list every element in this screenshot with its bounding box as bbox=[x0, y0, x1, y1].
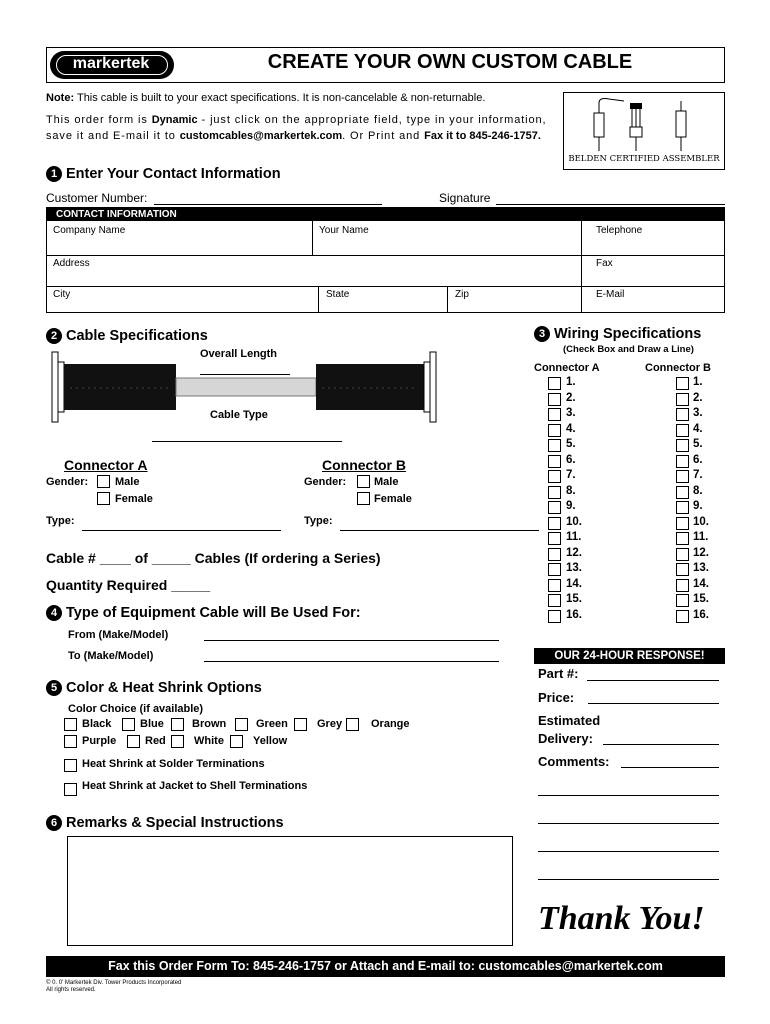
wiring-a-pin-checkbox[interactable] bbox=[548, 501, 561, 514]
instr-text: save it and E-mail it to bbox=[46, 130, 180, 142]
comments-field-2[interactable] bbox=[538, 795, 719, 796]
wiring-b-pin-label: 3. bbox=[693, 407, 703, 419]
wiring-b-pin-checkbox[interactable] bbox=[676, 408, 689, 421]
connector-b-male-label: Male bbox=[374, 476, 399, 488]
city-field[interactable]: City bbox=[53, 289, 71, 300]
instruction-line-1 bbox=[46, 114, 547, 126]
wiring-b-pin-checkbox[interactable] bbox=[676, 594, 689, 607]
wiring-b-pin-label: 13. bbox=[693, 562, 709, 574]
wiring-a-pin-label: 3. bbox=[566, 407, 576, 419]
wiring-a-pin-label: 4. bbox=[566, 422, 576, 435]
part-number-label: Part #: bbox=[538, 666, 579, 681]
wiring-b-pin-checkbox[interactable] bbox=[676, 610, 689, 623]
state-field[interactable]: State bbox=[326, 289, 350, 300]
signature-label: Signature bbox=[439, 191, 491, 205]
markertek-logo bbox=[50, 51, 174, 79]
logo-text: markertek bbox=[72, 55, 150, 72]
color-white-label: White bbox=[194, 735, 224, 747]
belden-badge bbox=[563, 92, 725, 170]
color-black-label: Black bbox=[82, 718, 112, 730]
wiring-a-pin-label: 10. bbox=[566, 515, 582, 528]
wiring-b-pin-checkbox[interactable] bbox=[676, 439, 689, 452]
wiring-a-pin-label: 7. bbox=[566, 469, 576, 481]
color-white-checkbox[interactable] bbox=[171, 735, 184, 748]
cable-type-label: Cable Type bbox=[210, 409, 268, 421]
connector-a-male-checkbox[interactable] bbox=[97, 475, 110, 488]
connector-a-female-label: Female bbox=[115, 493, 153, 505]
color-purple-label: Purple bbox=[82, 735, 117, 747]
heat-shrink-jacket-label: Heat Shrink at Jacket to Shell Terminations bbox=[82, 780, 308, 792]
wiring-b-pin-label: 11. bbox=[693, 531, 709, 543]
heat-shrink-solder-checkbox[interactable] bbox=[64, 759, 77, 772]
wiring-a-pin-checkbox[interactable] bbox=[548, 517, 561, 530]
customer-number-label: Customer Number: bbox=[46, 191, 148, 205]
heat-shrink-jacket-checkbox[interactable] bbox=[64, 783, 77, 796]
wiring-a-pin-label: 5. bbox=[566, 438, 576, 450]
wiring-b-pin-label: 15. bbox=[693, 593, 709, 605]
page-title: CREATE YOUR OWN CUSTOM CABLE bbox=[267, 51, 633, 73]
wiring-a-pin-checkbox[interactable] bbox=[548, 563, 561, 576]
fax-field[interactable]: Fax bbox=[596, 258, 613, 269]
wiring-a-pin-checkbox[interactable] bbox=[548, 486, 561, 499]
instruction-line-2 bbox=[46, 130, 541, 142]
thank-you-text: Thank You! bbox=[538, 900, 705, 937]
wiring-b-pin-checkbox[interactable] bbox=[676, 455, 689, 468]
signature-field[interactable] bbox=[496, 204, 725, 205]
address-field[interactable]: Address bbox=[53, 258, 90, 269]
wiring-b-pin-label: 1. bbox=[693, 376, 703, 388]
connector-illustration-icon bbox=[564, 93, 724, 153]
wiring-a-pin-label: 9. bbox=[566, 500, 576, 512]
contact-table bbox=[46, 207, 725, 313]
section4-number: 4 bbox=[46, 605, 62, 621]
section4-heading bbox=[46, 605, 361, 621]
copyright-line-2: All rights reserved. bbox=[46, 987, 96, 993]
delivery-label: Delivery: bbox=[538, 731, 593, 746]
color-brown-checkbox[interactable] bbox=[171, 718, 184, 731]
wiring-b-pin-checkbox[interactable] bbox=[676, 517, 689, 530]
delivery-field[interactable] bbox=[603, 744, 719, 745]
to-label: To (Make/Model) bbox=[68, 650, 154, 662]
color-grey-checkbox[interactable] bbox=[294, 718, 307, 731]
comments-field-3[interactable] bbox=[538, 823, 719, 824]
wiring-a-pin-checkbox[interactable] bbox=[548, 579, 561, 592]
from-label: From (Make/Model) bbox=[68, 629, 169, 641]
instr-text: - just click on the appropriate field, type in your information, bbox=[197, 114, 547, 126]
from-make-model-field[interactable] bbox=[204, 640, 499, 641]
wiring-a-pin-label: 16. bbox=[566, 608, 582, 621]
customer-number-field[interactable] bbox=[154, 204, 382, 205]
note-label: Note: bbox=[46, 92, 75, 104]
wiring-a-pin-checkbox[interactable] bbox=[548, 424, 561, 437]
section3-subtitle: (Check Box and Draw a Line) bbox=[563, 344, 694, 355]
section6-number: 6 bbox=[46, 815, 62, 831]
telephone-field[interactable]: Telephone bbox=[596, 225, 643, 236]
fax-text: Fax it to 845-246-1757. bbox=[424, 130, 541, 142]
wiring-b-pin-label: 2. bbox=[693, 391, 703, 404]
wiring-a-pin-label: 6. bbox=[566, 453, 576, 466]
section5-title: Color & Heat Shrink Options bbox=[66, 680, 262, 696]
wiring-b-pin-label: 5. bbox=[693, 438, 703, 450]
belden-caption: BELDEN CERTIFIED ASSEMBLER bbox=[568, 154, 720, 164]
section3-number: 3 bbox=[534, 326, 550, 342]
estimated-label: Estimated bbox=[538, 713, 601, 728]
wiring-b-pin-checkbox[interactable] bbox=[676, 548, 689, 561]
wiring-a-pin-label: 14. bbox=[566, 577, 582, 590]
gender-b-label: Gender: bbox=[304, 476, 347, 488]
wiring-a-pin-checkbox[interactable] bbox=[548, 455, 561, 468]
wiring-b-pin-checkbox[interactable] bbox=[676, 424, 689, 437]
color-blue-label: Blue bbox=[140, 718, 164, 730]
company-name-field[interactable]: Company Name bbox=[53, 225, 126, 236]
section1-heading bbox=[46, 166, 281, 182]
wiring-b-pin-label: 4. bbox=[693, 422, 703, 435]
email-link[interactable]: customcables@markertek.com bbox=[179, 130, 343, 142]
section1-number: 1 bbox=[46, 166, 62, 182]
section5-number: 5 bbox=[46, 680, 62, 696]
connector-b-type-field[interactable] bbox=[340, 530, 539, 531]
note-text: This cable is built to your exact specifications. It is non-cancelable & non-returnable. bbox=[76, 92, 486, 104]
copyright-line-1: © 0. 0' Markertek Div. Tower Products Incorporated bbox=[46, 980, 182, 986]
email-field[interactable]: E-Mail bbox=[596, 289, 625, 300]
cable-type-field[interactable] bbox=[152, 441, 342, 442]
wiring-b-pin-checkbox[interactable] bbox=[676, 532, 689, 545]
wiring-b-pin-label: 16. bbox=[693, 608, 709, 621]
color-yellow-checkbox[interactable] bbox=[230, 735, 243, 748]
color-orange-checkbox[interactable] bbox=[346, 718, 359, 731]
wiring-a-pin-label: 11. bbox=[566, 531, 582, 543]
cable-series-line[interactable]: Cable # ____ of _____ Cables (If ordering a Series) bbox=[46, 550, 381, 566]
comments-label: Comments: bbox=[538, 754, 610, 769]
wiring-a-pin-checkbox[interactable] bbox=[548, 408, 561, 421]
color-blue-checkbox[interactable] bbox=[122, 718, 135, 731]
wiring-a-pin-label: 15. bbox=[566, 593, 582, 605]
color-yellow-label: Yellow bbox=[253, 735, 288, 747]
wiring-b-pin-label: 14. bbox=[693, 577, 709, 590]
wiring-a-pin-checkbox[interactable] bbox=[548, 393, 561, 406]
wiring-b-pin-checkbox[interactable] bbox=[676, 501, 689, 514]
color-purple-checkbox[interactable] bbox=[64, 735, 77, 748]
connector-a-type-field[interactable] bbox=[82, 530, 281, 531]
connector-a-heading: Connector A bbox=[64, 457, 148, 473]
wiring-b-pin-label: 9. bbox=[693, 500, 703, 512]
color-red-checkbox[interactable] bbox=[127, 735, 140, 748]
wiring-b-pin-label: 6. bbox=[693, 453, 703, 466]
color-green-checkbox[interactable] bbox=[235, 718, 248, 731]
your-name-field[interactable]: Your Name bbox=[319, 225, 369, 236]
connector-b-male-checkbox[interactable] bbox=[357, 475, 370, 488]
color-choice-label: Color Choice (if available) bbox=[68, 703, 204, 715]
wiring-b-pin-checkbox[interactable] bbox=[676, 377, 689, 390]
section5-heading bbox=[46, 680, 262, 696]
wiring-a-pin-label: 2. bbox=[566, 391, 576, 404]
wiring-a-pin-checkbox[interactable] bbox=[548, 470, 561, 483]
contact-header-text: CONTACT INFORMATION bbox=[56, 209, 177, 220]
comments-field-5[interactable] bbox=[538, 879, 719, 880]
to-make-model-field[interactable] bbox=[204, 661, 499, 662]
wiring-b-pin-checkbox[interactable] bbox=[676, 470, 689, 483]
footer-bar: Fax this Order Form To: 845-246-1757 or Attach and E-mail to: customcables@markertek.com bbox=[46, 956, 725, 977]
section3-heading bbox=[534, 326, 701, 342]
section6-heading bbox=[46, 815, 284, 831]
wiring-a-pin-label: 8. bbox=[566, 484, 576, 497]
wiring-a-pin-checkbox[interactable] bbox=[548, 548, 561, 561]
section6-title: Remarks & Special Instructions bbox=[66, 815, 284, 831]
price-label: Price: bbox=[538, 690, 575, 705]
section2-number: 2 bbox=[46, 328, 62, 344]
color-brown-label: Brown bbox=[192, 718, 227, 730]
comments-field-4[interactable] bbox=[538, 851, 719, 852]
comments-field-1[interactable] bbox=[621, 767, 719, 768]
contact-table-header bbox=[47, 208, 724, 221]
wiring-a-pin-checkbox[interactable] bbox=[548, 532, 561, 545]
wiring-b-pin-label: 12. bbox=[693, 546, 709, 559]
color-black-checkbox[interactable] bbox=[64, 718, 77, 731]
wiring-b-pin-checkbox[interactable] bbox=[676, 579, 689, 592]
quantity-required[interactable]: Quantity Required _____ bbox=[46, 577, 211, 593]
wiring-a-pin-label: 1. bbox=[566, 376, 576, 388]
section2-heading bbox=[46, 328, 208, 344]
wiring-b-pin-label: 10. bbox=[693, 515, 709, 528]
type-a-label: Type: bbox=[46, 515, 75, 527]
type-b-label: Type: bbox=[304, 515, 333, 527]
instr-text: This order form is bbox=[46, 114, 152, 126]
wiring-a-pin-checkbox[interactable] bbox=[548, 377, 561, 390]
wiring-a-pin-label: 13. bbox=[566, 562, 582, 574]
color-orange-label: Orange bbox=[371, 718, 410, 730]
wiring-connector-a-heading: Connector A bbox=[534, 362, 600, 374]
connector-a-female-checkbox[interactable] bbox=[97, 492, 110, 505]
connector-a-male-label: Male bbox=[115, 476, 140, 488]
wiring-b-pin-checkbox[interactable] bbox=[676, 393, 689, 406]
wiring-a-pin-checkbox[interactable] bbox=[548, 610, 561, 623]
wiring-a-pin-checkbox[interactable] bbox=[548, 594, 561, 607]
wiring-a-pin-label: 12. bbox=[566, 546, 582, 559]
zip-field[interactable]: Zip bbox=[455, 289, 469, 300]
section1-title: Enter Your Contact Information bbox=[66, 166, 281, 182]
dynamic-label: Dynamic bbox=[151, 114, 198, 126]
color-grey-label: Grey bbox=[317, 718, 343, 730]
wiring-b-pin-checkbox[interactable] bbox=[676, 563, 689, 576]
wiring-b-pin-label: 8. bbox=[693, 484, 703, 497]
section2-title: Cable Specifications bbox=[66, 328, 208, 344]
wiring-a-pin-checkbox[interactable] bbox=[548, 439, 561, 452]
wiring-connector-b-heading: Connector B bbox=[645, 362, 711, 374]
section4-title: Type of Equipment Cable will Be Used For: bbox=[66, 605, 361, 621]
section3-title: Wiring Specifications bbox=[554, 326, 702, 342]
gender-a-label: Gender: bbox=[46, 476, 89, 488]
remarks-textarea[interactable] bbox=[67, 836, 513, 946]
wiring-b-pin-label: 7. bbox=[693, 469, 703, 481]
price-field[interactable] bbox=[588, 703, 719, 704]
connector-b-female-label: Female bbox=[374, 493, 412, 505]
wiring-b-pin-checkbox[interactable] bbox=[676, 486, 689, 499]
response-header: OUR 24-HOUR RESPONSE! bbox=[534, 648, 725, 664]
instr-text: . Or Print and bbox=[342, 130, 425, 142]
overall-length-label: Overall Length bbox=[200, 348, 278, 360]
connector-b-heading: Connector B bbox=[322, 457, 406, 473]
part-number-field[interactable] bbox=[587, 680, 719, 681]
note-line bbox=[46, 92, 485, 104]
color-green-label: Green bbox=[256, 718, 288, 730]
color-red-label: Red bbox=[145, 735, 166, 747]
connector-b-female-checkbox[interactable] bbox=[357, 492, 370, 505]
heat-shrink-solder-label: Heat Shrink at Solder Terminations bbox=[82, 758, 265, 770]
